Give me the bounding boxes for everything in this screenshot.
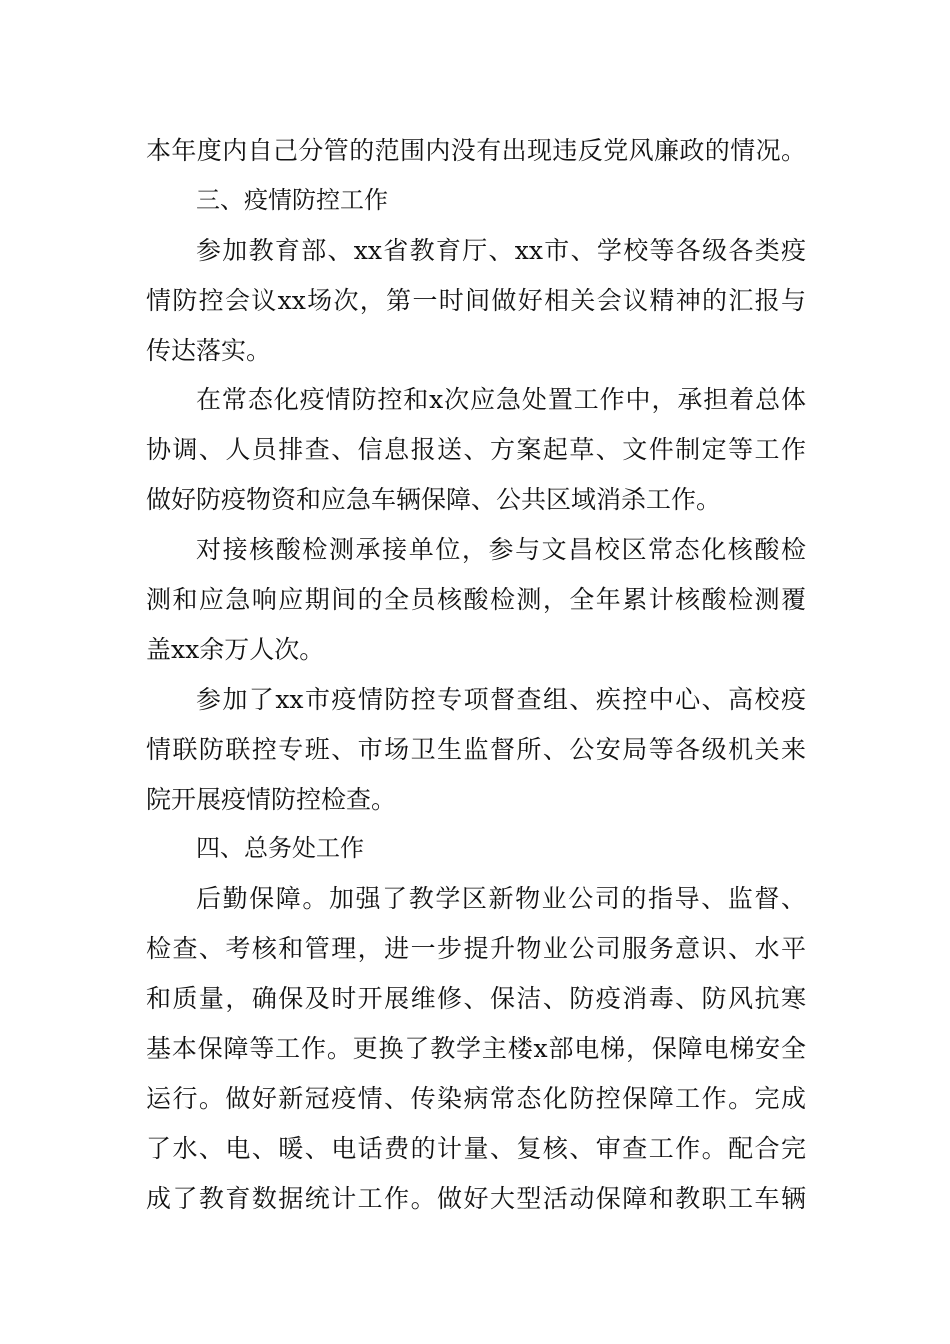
text-line: 协调、人员排查、信息报送、方案起草、文件制定等工作 — [146, 435, 806, 465]
text-line: 盖xx余万人次。 — [146, 634, 325, 664]
section-heading: 三、疫情防控工作 — [196, 185, 388, 214]
text-line: 传达落实。 — [146, 335, 272, 365]
text-line: 和质量，确保及时开展维修、保洁、防疫消毒、防风抗寒 — [146, 984, 806, 1014]
text-line: 情联防联控专班、市场卫生监督所、公安局等各级机关来 — [146, 734, 806, 764]
text-line: 了水、电、暖、电话费的计量、复核、审查工作。配合完 — [146, 1133, 806, 1163]
text-line: 做好防疫物资和应急车辆保障、公共区域消杀工作。 — [146, 485, 722, 515]
text-line: 成了教育数据统计工作。做好大型活动保障和教职工车辆 — [146, 1183, 806, 1213]
text-line: 本年度内自己分管的范围内没有出现违反党风廉政的情况。 — [146, 136, 806, 165]
text-line: 在常态化疫情防控和x次应急处置工作中，承担着总体 — [196, 385, 806, 415]
text-line: 运行。做好新冠疫情、传染病常态化防控保障工作。完成 — [146, 1083, 806, 1113]
text-line: 参加了xx市疫情防控专项督查组、疾控中心、高校疫 — [196, 684, 806, 714]
text-line: 情防控会议xx场次，第一时间做好相关会议精神的汇报与 — [146, 285, 806, 315]
text-line: 检查、考核和管理，进一步提升物业公司服务意识、水平 — [146, 934, 806, 964]
document-body — [146, 126, 806, 1224]
section-heading: 四、总务处工作 — [196, 834, 364, 863]
text-line: 测和应急响应期间的全员核酸检测，全年累计核酸检测覆 — [146, 585, 806, 615]
text-line: 参加教育部、xx省教育厅、xx市、学校等各级各类疫 — [196, 235, 806, 265]
text-line: 对接核酸检测承接单位，参与文昌校区常态化核酸检 — [196, 535, 806, 565]
text-line: 基本保障等工作。更换了教学主楼x部电梯，保障电梯安全 — [146, 1034, 806, 1064]
text-line: 院开展疫情防控检查。 — [146, 784, 397, 814]
text-line: 后勤保障。加强了教学区新物业公司的指导、监督、 — [196, 884, 806, 914]
